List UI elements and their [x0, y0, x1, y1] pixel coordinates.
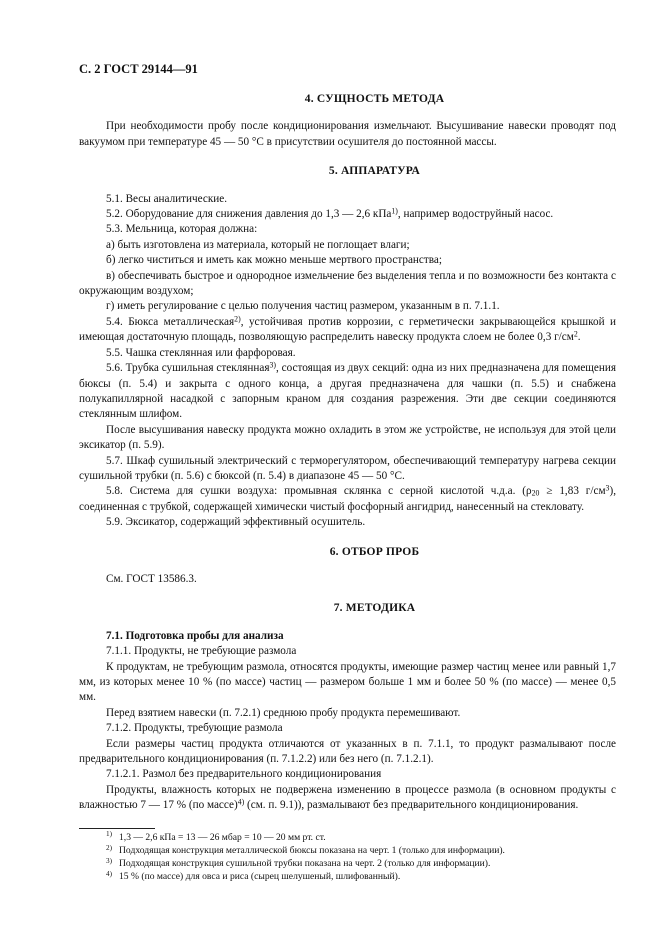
footnote-1: $^{1)}$ 1,3 — 2,6 кПа = 13 — 26 мбар = 10 — 20 мм рт. ст. — [106, 830, 326, 843]
document-body — [79, 92, 616, 883]
item-5-3-b: б) легко чиститься и иметь как можно меньше мертвого пространства; — [106, 254, 442, 267]
section-5-title: 5. АППАРАТУРА — [328, 165, 421, 178]
footnote-4: $^{4)}$ 15 % (по массе) для овса и риса (сырец шелушеный, шлифованный). — [106, 870, 401, 883]
item-7-1-2: 7.1.2. Продукты, требующие размола — [106, 722, 283, 735]
item-7-1-1: 7.1.1. Продукты, не требующие размола — [106, 645, 297, 658]
section-4-title: 4. СУЩНОСТЬ МЕТОДА — [304, 93, 445, 105]
item-5-1: 5.1. Весы аналитические. — [106, 192, 228, 205]
item-5-3-a: а) быть изготовлена из материала, который не поглощает влаги; — [106, 238, 410, 251]
item-5-9: 5.9. Эксикатор, содержащий эффективный осушитель. — [106, 516, 366, 529]
item-5-3: 5.3. Мельница, которая должна: — [106, 223, 258, 236]
subsection-7-1-heading: 7.1. Подготовка пробы для анализа — [106, 629, 284, 642]
section-6-title: 6. ОТБОР ПРОБ — [329, 545, 420, 558]
item-5-2: 5.2. Оборудование для снижения давления до 1,3 — 2,6 кПа$^{1)}$, например водоструйный насос. — [106, 206, 554, 221]
item-5-8: 5.8. Система для сушки воздуха: промывная склянка с серной кислотой ч.д.а. ($\rho_{20} \ge 1,83$ $г/см^3$), соединенная с трубкой, содержащей химически чистый фосфорный ангидрид, нанесенный на стекловату. — [79, 483, 616, 513]
item-5-4: 5.4. Бюкса металлическая$^{2)}$, устойчивая против коррозии, с герметически закрывающейся крышкой и имеющая достаточную площадь, позволяющую распределить навеску продукта слоем не более 0,3 $г/см^2$. — [79, 314, 616, 344]
item-5-7: 5.7. Шкаф сушильный электрический с терморегулятором, обеспечивающий температуру нагрева секции сушильной трубки (п. 5.6) с бюксой (п. 5.4) в диапазоне 45 — 50 °С. — [79, 454, 616, 482]
footnote-3: $^{3)}$ Подходящая конструкция сушильной трубки показана на черт. 2 (только для информации). — [106, 856, 491, 870]
item-5-6: 5.6. Трубка сушильная стеклянная$^{3)}$, состоящая из двух секций: одна из них предназначена для помещения бюксы (п. 5.4) и закрыта с одного конца, а другая предназначена для чашки (п. 5.5) и снабжена полукапиллярной насадкой с запорным краном для создания разрежения. Эти две секции соединяются стеклянным шлифом. — [79, 360, 616, 421]
item-7-1-1-paragraph: К продуктам, не требующим размола, относятся продукты, имеющие размер частиц менее или равный 1,7 мм, из которых менее 10 % (по массе) частиц — размером больше 1 мм и более 50 % (по массе) — менее 0,5 мм. — [79, 660, 616, 704]
footnote-2: $^{2)}$ Подходящая конструкция металлической бюксы показана на черт. 1 (только для информации). — [106, 843, 505, 856]
item-5-6-note: После высушивания навеску продукта можно охладить в этом же устройстве, не используя для этой цели эксикатор (п. 5.9). — [79, 423, 616, 452]
section-7-title: 7. МЕТОДИКА — [333, 602, 416, 615]
page-header: С. 2 ГОСТ 29144—91 — [79, 62, 198, 76]
footnote-divider — [79, 828, 155, 829]
item-7-1-2-paragraph: Если размеры частиц продукта отличаются от указанных в п. 7.1.1, то продукт размалывают после предварительного кондиционирования (п. 7.1.2.2) или без него (п. 7.1.2.1). — [79, 737, 616, 766]
section-4-paragraph: При необходимости пробу после кондиционирования измельчают. Высушивание навески проводят под вакуумом при температуре 45 — 50 °С в присутствии осушителя до постоянной массы. — [79, 120, 616, 148]
item-7-1-2-1-paragraph: Продукты, влажность которых не подвержена изменению в процессе размола (в основном продукты с влажностью 7 — 17 % (по массе)$^{4)}$ (см. п. 9.1)), размалывают без предварительного кондиционирования. — [79, 783, 616, 812]
item-5-5: 5.5. Чашка стеклянная или фарфоровая. — [106, 346, 296, 359]
section-6-paragraph: См. ГОСТ 13586.3. — [106, 572, 197, 585]
item-7-1-2-1: 7.1.2.1. Размол без предварительного кондиционирования — [106, 768, 382, 781]
item-5-3-d: г) иметь регулирование с целью получения частиц размером, указанным в п. 7.1.1. — [106, 300, 500, 313]
item-5-3-c: в) обеспечивать быстрое и однородное измельчение без выделения тепла и по возможности без контакта с окружающим воздухом; — [79, 269, 616, 298]
item-7-1-1-paragraph-2: Перед взятием навески (п. 7.2.1) среднюю пробу продукта перемешивают. — [106, 706, 461, 719]
